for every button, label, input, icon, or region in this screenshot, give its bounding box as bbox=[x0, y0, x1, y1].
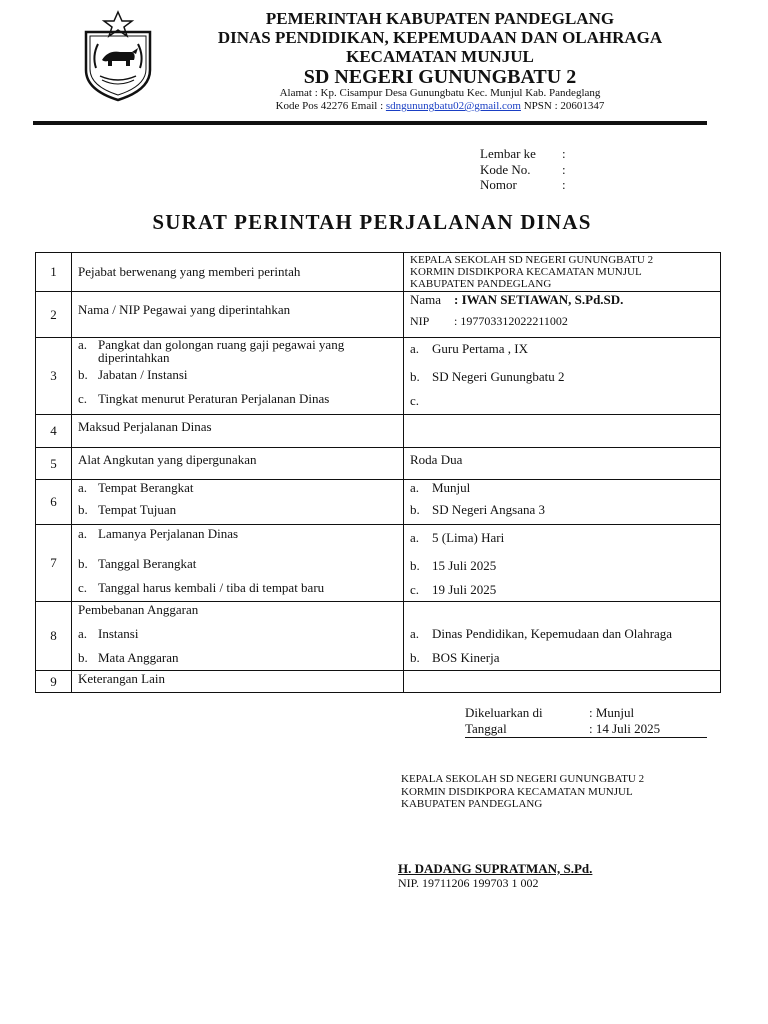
issued-date-label: Tanggal bbox=[465, 721, 507, 736]
sub-item bbox=[410, 502, 720, 518]
employee-nip: : 197703312022211002 bbox=[454, 314, 568, 328]
table-row bbox=[36, 525, 721, 602]
sub-key: a. bbox=[410, 626, 420, 641]
signatory-line: KORMIN DISDIKPORA KECAMATAN MUNJUL bbox=[401, 785, 633, 798]
row-number: 9 bbox=[36, 671, 72, 693]
row-label: Keterangan Lain bbox=[72, 671, 404, 693]
npsn-text: NPSN : 20601347 bbox=[520, 100, 605, 112]
row-number: 5 bbox=[36, 448, 72, 480]
table-row bbox=[36, 448, 721, 480]
row-number: 2 bbox=[36, 292, 72, 338]
meta-label: Nomor bbox=[480, 177, 517, 192]
signatory-nip: NIP. 19711206 199703 1 002 bbox=[398, 876, 539, 890]
sub-item bbox=[410, 558, 720, 574]
meta-sep: : bbox=[562, 161, 566, 177]
sub-item bbox=[78, 502, 403, 518]
sub-key: c. bbox=[410, 393, 420, 408]
sub-key: b. bbox=[78, 502, 88, 517]
sub-item bbox=[78, 526, 403, 542]
row-label bbox=[72, 602, 404, 671]
sub-text: SD Negeri Angsana 3 bbox=[432, 502, 546, 517]
row-value bbox=[404, 480, 721, 525]
row-label bbox=[72, 338, 404, 415]
row-number: 4 bbox=[36, 415, 72, 448]
row-value bbox=[404, 671, 721, 693]
row-value: Roda Dua bbox=[404, 448, 721, 480]
regency-emblem-logo bbox=[72, 10, 164, 102]
signatory-title bbox=[401, 773, 644, 811]
letterhead-contact bbox=[180, 100, 700, 112]
letterhead-divider bbox=[33, 121, 707, 125]
sub-key: c. bbox=[78, 580, 88, 595]
meta-row bbox=[480, 146, 566, 162]
sub-key: b. bbox=[410, 650, 420, 665]
sub-item bbox=[410, 626, 720, 642]
issued-date-value: : 14 Juli 2025 bbox=[589, 721, 661, 736]
sub-item bbox=[410, 650, 720, 666]
table-row bbox=[36, 338, 721, 415]
sub-text: Tempat Berangkat bbox=[98, 480, 194, 495]
sub-key: c. bbox=[78, 391, 88, 406]
authority-line: KORMIN DISDIKPORA KECAMATAN MUNJUL bbox=[410, 266, 642, 278]
row-value bbox=[404, 415, 721, 448]
meta-row bbox=[480, 177, 566, 193]
row-value bbox=[404, 338, 721, 415]
meta-row bbox=[480, 162, 566, 178]
email-link[interactable]: sdngunungbatu02@gmail.com bbox=[385, 100, 521, 112]
sub-text: Pangkat dan golongan ruang gaji pegawai yang diperintahkan bbox=[98, 337, 345, 365]
sub-key: a. bbox=[78, 526, 88, 541]
letterhead-government: PEMERINTAH KABUPATEN PANDEGLANG bbox=[265, 9, 615, 28]
issued-date-row bbox=[465, 721, 707, 738]
employee-name-line: Nama : IWAN SETIAWAN, S.Pd.SD. bbox=[410, 292, 624, 307]
budget-heading: Pembebanan Anggaran bbox=[78, 602, 199, 617]
sub-item bbox=[78, 556, 403, 572]
row-value bbox=[404, 253, 721, 292]
sub-text: Dinas Pendidikan, Kepemudaan dan Olahraga bbox=[432, 626, 673, 641]
sub-item bbox=[410, 530, 720, 546]
sub-key: a. bbox=[410, 341, 420, 356]
sub-key: b. bbox=[410, 502, 420, 517]
table-row bbox=[36, 602, 721, 671]
document-meta bbox=[480, 146, 566, 193]
travel-order-table bbox=[35, 252, 721, 693]
sub-key: b. bbox=[410, 369, 420, 384]
issued-place-label: Dikeluarkan di bbox=[465, 705, 543, 720]
sub-item bbox=[78, 626, 403, 642]
row-label: Nama / NIP Pegawai yang diperintahkan bbox=[72, 292, 404, 338]
sub-item bbox=[78, 338, 403, 364]
employee-name: IWAN SETIAWAN, S.Pd.SD. bbox=[461, 292, 624, 307]
table-row bbox=[36, 415, 721, 448]
sub-item bbox=[410, 480, 720, 496]
row-value bbox=[404, 525, 721, 602]
letterhead-district: KECAMATAN MUNJUL bbox=[346, 47, 534, 66]
nip-label: NIP bbox=[410, 314, 430, 328]
issued-place-row bbox=[465, 705, 707, 721]
sub-key: a. bbox=[78, 337, 88, 352]
row-number: 3 bbox=[36, 338, 72, 415]
sub-text: Instansi bbox=[98, 626, 139, 641]
sub-text: BOS Kinerja bbox=[432, 650, 500, 665]
sub-item bbox=[410, 393, 720, 409]
row-number: 1 bbox=[36, 253, 72, 292]
table-row bbox=[36, 671, 721, 693]
sub-text: Tempat Tujuan bbox=[98, 502, 177, 517]
sub-key: b. bbox=[78, 556, 88, 571]
sub-text: Guru Pertama , IX bbox=[432, 341, 529, 356]
row-label: Maksud Perjalanan Dinas bbox=[72, 415, 404, 448]
sub-text: Tanggal harus kembali / tiba di tempat baru bbox=[98, 580, 325, 595]
row-number: 6 bbox=[36, 480, 72, 525]
row-label bbox=[72, 525, 404, 602]
row-value bbox=[404, 292, 721, 338]
sub-item bbox=[78, 580, 403, 596]
sub-key: b. bbox=[410, 558, 420, 573]
sub-item bbox=[78, 650, 403, 666]
row-value bbox=[404, 602, 721, 671]
sub-key: b. bbox=[78, 367, 88, 382]
sub-text: 15 Juli 2025 bbox=[432, 558, 497, 573]
letterhead-school-name: SD NEGERI GUNUNGBATU 2 bbox=[303, 66, 577, 88]
sub-text: 5 (Lima) Hari bbox=[432, 530, 505, 545]
name-label: Nama bbox=[410, 292, 442, 307]
sub-text: 19 Juli 2025 bbox=[432, 582, 497, 597]
row-label bbox=[72, 480, 404, 525]
signatory-name: H. DADANG SUPRATMAN, S.Pd. bbox=[398, 861, 593, 876]
sub-text: Mata Anggaran bbox=[98, 650, 179, 665]
employee-nip-line bbox=[410, 314, 720, 329]
row-label: Alat Angkutan yang dipergunakan bbox=[72, 448, 404, 480]
sub-item bbox=[78, 391, 403, 407]
sub-item bbox=[78, 480, 403, 496]
authority-line: KEPALA SEKOLAH SD NEGERI GUNUNGBATU 2 bbox=[410, 254, 654, 266]
sub-key: b. bbox=[78, 650, 88, 665]
meta-label: Kode No. bbox=[480, 161, 531, 177]
table-row bbox=[36, 480, 721, 525]
sub-item bbox=[410, 582, 720, 598]
sub-key: a. bbox=[410, 480, 420, 495]
meta-sep: : bbox=[562, 146, 566, 161]
sub-item bbox=[78, 367, 403, 383]
row-number: 8 bbox=[36, 602, 72, 671]
table-row bbox=[36, 253, 721, 292]
sub-key: a. bbox=[78, 626, 88, 641]
sub-key: a. bbox=[78, 480, 88, 495]
sub-item bbox=[410, 341, 720, 357]
signatory-line: KABUPATEN PANDEGLANG bbox=[401, 798, 543, 810]
issued-place-value: : Munjul bbox=[589, 705, 635, 720]
document-title: SURAT PERINTAH PERJALANAN DINAS bbox=[152, 210, 592, 234]
sub-key: a. bbox=[410, 530, 420, 545]
table-row bbox=[36, 292, 721, 338]
authority-line: KABUPATEN PANDEGLANG bbox=[410, 278, 552, 290]
issued-block bbox=[465, 705, 707, 738]
signatory-line: KEPALA SEKOLAH SD NEGERI GUNUNGBATU 2 bbox=[401, 773, 645, 785]
sub-text: Munjul bbox=[432, 480, 471, 495]
sub-text: Lamanya Perjalanan Dinas bbox=[98, 526, 239, 541]
meta-sep: : bbox=[562, 177, 566, 192]
sub-text: Jabatan / Instansi bbox=[98, 367, 188, 382]
meta-label: Lembar ke bbox=[480, 146, 536, 161]
row-label: Pejabat berwenang yang memberi perintah bbox=[72, 253, 404, 292]
letterhead-department: DINAS PENDIDIKAN, KEPEMUDAAN DAN OLAHRAGA bbox=[217, 28, 663, 47]
row-number: 7 bbox=[36, 525, 72, 602]
sub-key: c. bbox=[410, 582, 420, 597]
postcode-text: Kode Pos 42276 Email : bbox=[275, 100, 386, 112]
letterhead-address: Alamat : Kp. Cisampur Desa Gunungbatu Kec. Munjul Kab. Pandeglang bbox=[279, 87, 601, 99]
sub-text: Tingkat menurut Peraturan Perjalanan Dinas bbox=[98, 391, 330, 406]
sub-text: SD Negeri Gunungbatu 2 bbox=[432, 369, 565, 384]
sub-text: Tanggal Berangkat bbox=[98, 556, 197, 571]
sub-item bbox=[410, 369, 720, 385]
